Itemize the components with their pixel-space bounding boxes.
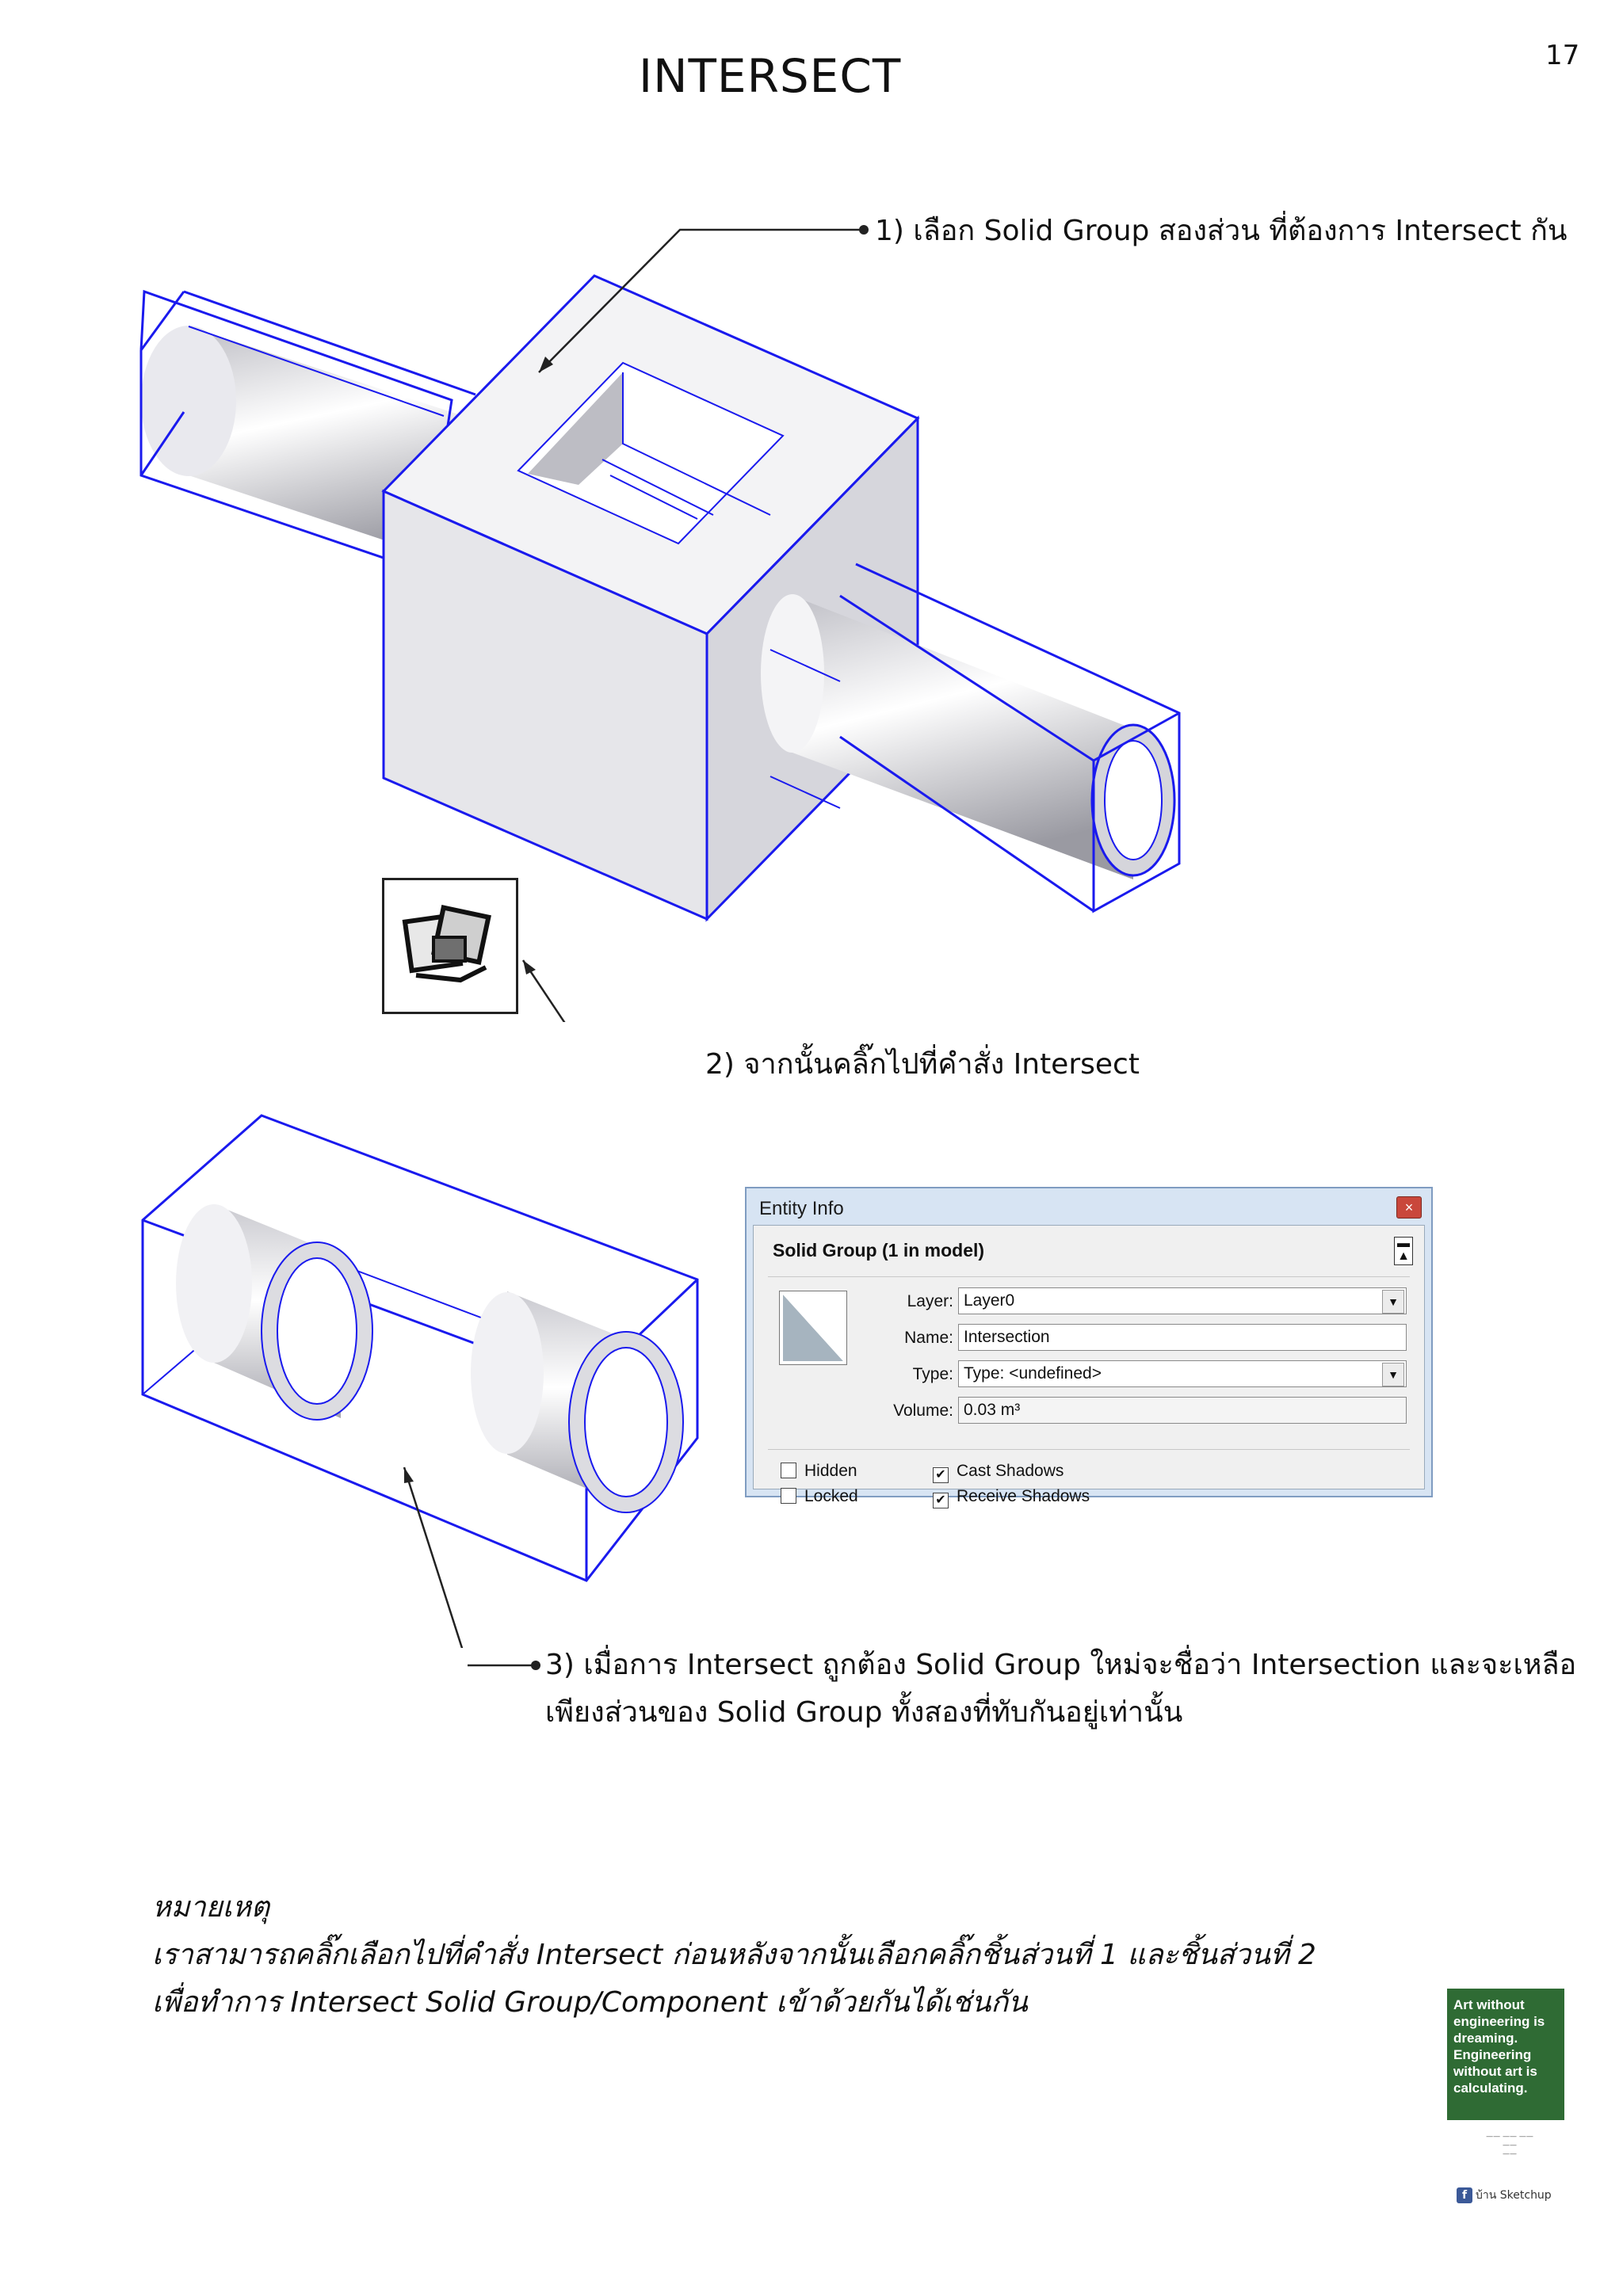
step-2-text: 2) จากนั้นคลิ๊กไปที่คำสั่ง Intersect (705, 1048, 1140, 1081)
right-cylinder (761, 564, 1179, 911)
volume-field: 0.03 m³ (958, 1397, 1407, 1424)
facebook-icon: f (1457, 2187, 1472, 2203)
intersect-tool-icon[interactable] (382, 878, 518, 1014)
poster-line: without art is (1453, 2064, 1537, 2079)
page-title: INTERSECT (639, 49, 902, 103)
cast-shadows-checkbox[interactable] (933, 1462, 1064, 1483)
step-3-text (545, 1642, 1576, 1737)
name-label: Name: (904, 1329, 953, 1347)
locked-checkbox[interactable] (781, 1487, 858, 1506)
intersection-result-illustration (0, 1093, 745, 1648)
dialog-body (753, 1225, 1425, 1507)
step-3-line-1: 3) เมื่อการ Intersect ถูกต้อง Solid Group ใหม่จะชื่อว่า Intersection และจะเหลือ (545, 1649, 1577, 1681)
poster-line: dreaming. (1453, 2031, 1518, 2046)
note-line-2: เพื่อทำการ Intersect Solid Group/Component เข้าด้วยกันได้เช่นกัน (152, 1986, 1028, 2019)
divider (768, 1276, 1410, 1277)
page-number: 17 (1545, 40, 1580, 71)
facebook-label: บ้าน Sketchup (1476, 2189, 1552, 2202)
quote-poster (1447, 1989, 1564, 2120)
type-value: Type: <undefined> (964, 1364, 1102, 1383)
type-label: Type: (912, 1365, 953, 1383)
close-button[interactable]: × (1396, 1196, 1422, 1219)
cast-shadows-label: Cast Shadows (957, 1462, 1064, 1480)
cube-solid (384, 276, 918, 919)
checkmark-icon[interactable]: ✔ (933, 1467, 949, 1483)
chevron-down-icon[interactable]: ▼ (1382, 1363, 1404, 1386)
divider (768, 1449, 1410, 1450)
checkmark-icon[interactable]: ✔ (933, 1493, 949, 1508)
step-1-text: 1) เลือก Solid Group สองส่วน ที่ต้องการ Intersect กัน (875, 215, 1568, 247)
layer-label: Layer: (907, 1292, 953, 1310)
solid-groups-before-illustration (0, 0, 1623, 1022)
note-line-1: เราสามารถคลิ๊กเลือกไปที่คำสั่ง Intersect ก่อนหลังจากนั้นเลือกคลิ๊กชิ้นส่วนที่ 1 และชิ้นส่วนที่ 2 (152, 1939, 1316, 1971)
intersect-tool-glyph (384, 880, 516, 1012)
poster-line: Engineering (1453, 2047, 1532, 2062)
callout-2-leader (523, 960, 694, 1022)
layer-select[interactable] (958, 1287, 1407, 1314)
pin-icon[interactable]: ▬ ▲ (1394, 1237, 1413, 1265)
selection-heading: Solid Group (1 in model) (773, 1240, 985, 1261)
material-swatch-icon (780, 1291, 846, 1364)
note-block (152, 1884, 1316, 2027)
type-select[interactable] (958, 1360, 1407, 1387)
poster-caption: —— —— —— —— —— (1486, 2133, 1533, 2158)
note-title: หมายเหตุ (152, 1891, 270, 1924)
poster-line: calculating. (1453, 2081, 1528, 2096)
poster-line: engineering is (1453, 2014, 1545, 2029)
facebook-link[interactable] (1457, 2187, 1552, 2204)
step-3-line-2: เพียงส่วนของ Solid Group ทั้งสองที่ทับกันอยู่เท่านั้น (545, 1696, 1183, 1729)
entity-info-dialog (745, 1187, 1433, 1507)
name-input[interactable]: Intersection (958, 1324, 1407, 1351)
checkbox-box[interactable] (781, 1463, 796, 1478)
checkbox-box[interactable] (781, 1488, 796, 1504)
receive-shadows-label: Receive Shadows (957, 1487, 1090, 1505)
chevron-down-icon[interactable]: ▼ (1382, 1290, 1404, 1314)
hidden-checkbox[interactable] (781, 1462, 857, 1481)
layer-value: Layer0 (964, 1291, 1015, 1310)
locked-label: Locked (804, 1487, 858, 1505)
receive-shadows-checkbox[interactable] (933, 1487, 1090, 1508)
poster-line: Art without (1453, 1997, 1525, 2012)
dialog-title: Entity Info (759, 1198, 844, 1219)
volume-label: Volume: (893, 1402, 953, 1420)
callout-3-leader-end (452, 1648, 547, 1680)
hidden-label: Hidden (804, 1462, 857, 1480)
material-swatch[interactable] (779, 1291, 847, 1365)
